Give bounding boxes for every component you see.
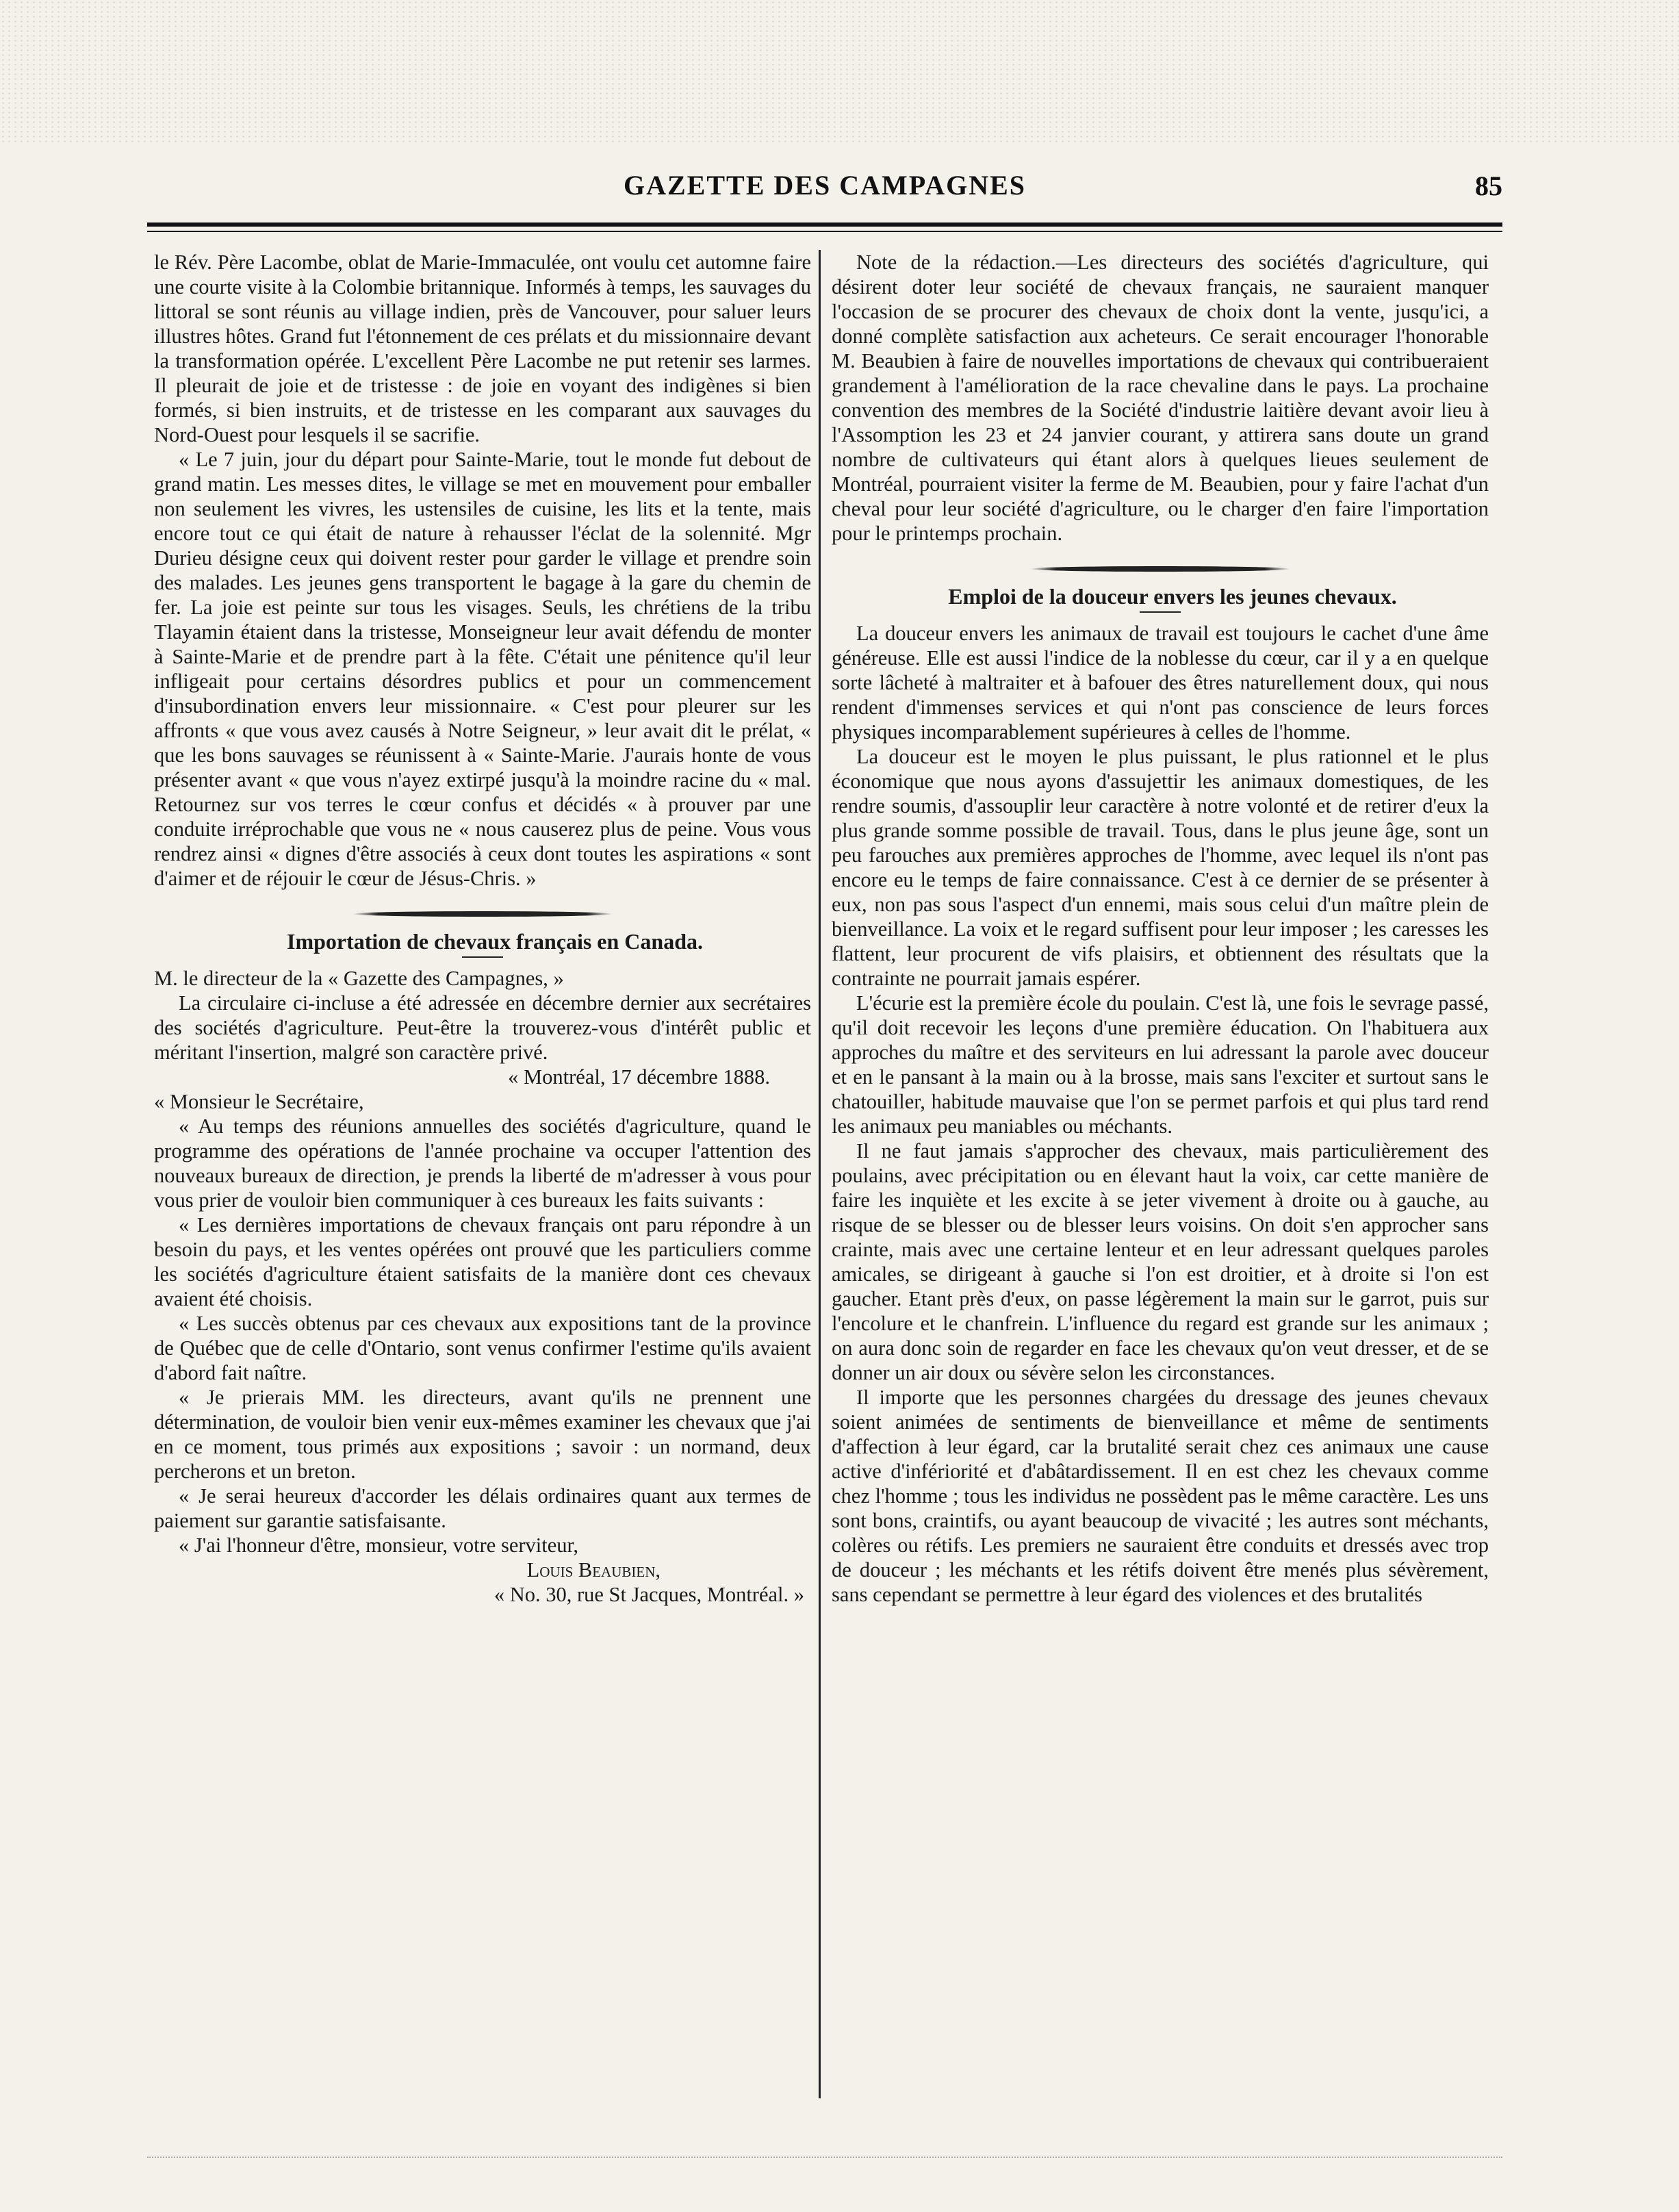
article-heading: Emploi de la douceur envers les jeunes chevaux.: [948, 584, 1397, 609]
page-header: [147, 164, 1502, 205]
paragraph: L'écurie est la première école du poulain. C'est là, une fois le sevrage passé, qu'il doit recevoir les leçons d'une première éducation. On l'habituera aux approches du maître et des serviteurs en lui adressant la parole avec douceur et en le pansant à la main ou à la brosse, mais sans l'exciter et surtout sans le chatouiller, habitude mauvaise que l'on se permet parfois et qui plus tard rend les animaux peu maniables ou méchants.: [832, 991, 1489, 1138]
header-rule: [147, 223, 1502, 232]
dateline: « Montréal, 17 décembre 1888.: [508, 1065, 770, 1089]
bottom-edge: [147, 2157, 1502, 2158]
paragraph: « Les succès obtenus par ces chevaux aux expositions tant de la province de Québec que de celle d'Ontario, sont venus confirmer l'estime qu'ils avaient d'abord fait naître.: [154, 1312, 811, 1384]
section-ornament: [1030, 566, 1290, 572]
article-heading: Importation de chevaux français en Canada.: [286, 929, 703, 954]
letter-greeting: « Monsieur le Secrétaire,: [154, 1090, 364, 1113]
column-divider: [819, 250, 821, 2098]
paragraph: « Je serai heureux d'accorder les délais ordinaires quant aux termes de paiement sur garantie satisfaisante.: [154, 1484, 811, 1532]
paragraph: « Le 7 juin, jour du départ pour Sainte-Marie, tout le monde fut debout de grand matin. Les messes dites, le village se met en mouvement pour emballer non seulement les vivres, les ustensiles de cuisine, les lits et la tente, mais encore tout ce qui était de nature à rehausser l'éclat de la solennité. Mgr Durieu désigne ceux qui doivent rester pour garder le village et prendre soin des malades. Les jeunes gens transportent le bagage à la gare du chemin de fer. La joie est peinte sur tous les visages. Seuls, les chrétiens de la tribu Tlayamin étaient dans la tristesse, Monseigneur leur avait défendu de monter à Sainte-Marie et de prendre part à la fête. C'était une pénitence qu'il leur infligeait pour certains désordres publics et pour un commencement d'insubordination envers leur missionnaire. « C'est pour pleurer sur les affronts « que vous avez causés à Notre Seigneur, » leur avait dit le prélat, « que les bons sauvages se réunissent à « Sainte-Marie. J'aurais honte de vous présenter avant « que vous n'ayez extirpé jusqu'à la moindre racine du « mal. Retournez sur vos terres le cœur confus et décidés « à prouver par une conduite irréprochable que vous ne « nous causerez plus de peine. Vous vous rendrez ainsi « dignes d'être associés à ceux dont toutes les aspirations « sont d'aimer et de réjouir le cœur de Jésus-Chris. »: [154, 448, 811, 890]
paragraph: « Les dernières importations de chevaux français ont paru répondre à un besoin du pays, et les ventes opérées ont prouvé que les particuliers comme les sociétés d'agriculture étaient satisfaits de la manière dont ces chevaux avaient été choisis.: [154, 1213, 811, 1310]
section-ornament: [353, 911, 613, 917]
editorial-note: Note de la rédaction.—Les directeurs des sociétés d'agriculture, qui désirent doter leur société de chevaux français, ne sauraient manquer l'occasion de se procurer des chevaux de choix dont la vente, jusqu'ici, a donné complète satisfaction aux acheteurs. Ce serait encourager l'honorable M. Beaubien à faire de nouvelles importations de chevaux qui contribueraient grandement à l'amélioration de la race chevaline dans le pays. La prochaine convention des membres de la Société d'industrie laitière devant avoir lieu à l'Assomption les 23 et 24 janvier courant, y attirera sans doute un grand nombre de cultivateurs qui étant alors à quelques lieues seulement de Montréal, pourraient visiter la ferme de M. Beaubien, pour y faire l'achat d'un cheval pour leur société d'agriculture, ou le charger d'en faire l'importation pour le printemps prochain.: [832, 251, 1489, 545]
paragraph: « Au temps des réunions annuelles des sociétés d'agriculture, quand le programme des opérations de l'année prochaine va occuper l'attention des nouveaux bureaux de direction, je prends la liberté de m'adresser à vous pour vous prier de vouloir bien communiquer à ces bureaux les faits suivants :: [154, 1115, 811, 1212]
paragraph: « Je prierais MM. les directeurs, avant qu'ils ne prennent une détermination, de vouloir bien venir eux-mêmes examiner les chevaux que j'ai en ce moment, tous primés aux expositions ; savoir : un normand, deux percherons et un breton.: [154, 1386, 811, 1483]
paragraph: La douceur est le moyen le plus puissant, le plus rationnel et le plus économique que nous ayons d'assujettir les animaux domestiques, de les rendre soumis, d'assouplir leur caractère à notre volonté et de retirer d'eux la plus grande somme possible de travail. Tous, dans le plus jeune âge, sont un peu farouches aux premières approches de l'homme, avec lequel ils n'ont pas encore eu le temps de faire connaissance. C'est à ce dernier de se présenter à eux, non pas sous l'aspect d'un ennemi, mais sous celui d'un maître plein de bienveillance. La voix et le regard suffisent pour leur imposer ; les caresses les flattent, leur procurent de vifs plaisirs, et obtiennent des résultats que la contrainte ne pourrait jamais espérer.: [832, 745, 1489, 990]
scan-noise: [0, 0, 1679, 144]
right-column: [832, 250, 1489, 1607]
paragraph: « J'ai l'honneur d'être, monsieur, votre serviteur,: [179, 1534, 579, 1557]
left-column: [154, 250, 811, 1607]
page-number: 85: [1475, 170, 1502, 201]
running-title: GAZETTE DES CAMPAGNES: [623, 169, 1026, 201]
heading-dash: [462, 956, 503, 958]
signature-address: « No. 30, rue St Jacques, Montréal. »: [494, 1583, 804, 1606]
salutation: M. le directeur de la « Gazette des Campagnes, »: [154, 967, 564, 990]
paragraph: Il ne faut jamais s'approcher des chevaux, mais particulièrement des poulains, avec précipitation ou en élevant haut la voix, car cette manière de faire les inquiète et les excite à se jeter vivement à droite ou à gauche, au risque de se blesser ou de blesser leurs voisins. On doit s'en approcher sans crainte, mais avec une certaine lenteur et en leur adressant quelques paroles amicales, se dirigeant à gauche si l'on est droitier, et à droite si l'on est gaucher. Etant près d'eux, on passe légèrement la main sur le garrot, puis sur l'encolure et le chanfrein. L'influence du regard est grande sur les animaux ; on aura donc soin de regarder en face les chevaux qu'on veut dresser, et de se donner un air doux ou sévère selon les circonstances.: [832, 1139, 1489, 1384]
signature: Louis Beaubien,: [526, 1558, 661, 1581]
paragraph: Il importe que les personnes chargées du dressage des jeunes chevaux soient animées de sentiments de bienveillance et même de sentiments d'affection à leur égard, car la brutalité serait chez ces animaux une cause active d'infériorité et d'abâtardissement. Il en est chez les chevaux comme chez l'homme ; tous les individus ne possèdent pas le même caractère. Les uns sont bons, craintifs, ou ayant beaucoup de vivacité ; les autres sont méchants, colères ou rétifs. Les premiers ne sauraient être conduits et dressés avec trop de douceur ; les méchants et les rétifs doivent être menés plus sévèrement, sans cependant se permettre à leur égard des violences et des brutalités: [832, 1386, 1489, 1606]
heading-dash: [1140, 611, 1181, 613]
paragraph: La circulaire ci-incluse a été adressée en décembre dernier aux secrétaires des sociétés d'agriculture. Peut-être la trouverez-vous d'intérêt public et méritant l'insertion, malgré son caractère privé.: [154, 991, 811, 1064]
paragraph: La douceur envers les animaux de travail est toujours le cachet d'une âme généreuse. Elle est aussi l'indice de la noblesse du cœur, car il y a en quelque sorte lâcheté à maltraiter et à bafouer des êtres naturellement doux, qui nous rendent d'immenses services et qui n'ont pas conscience de leurs forces physiques incomparablement supérieures à celles de l'homme.: [832, 622, 1489, 743]
paragraph: le Rév. Père Lacombe, oblat de Marie-Immaculée, ont voulu cet automne faire une courte visite à la Colombie britannique. Informés à temps, les sauvages du littoral se sont réunis au village indien, près de Vancouver, pour saluer leurs illustres hôtes. Grand fut l'étonnement de ces prélats et du missionnaire devant la transformation opérée. L'excellent Père Lacombe ne put retenir ses larmes. Il pleurait de joie et de tristesse : de joie en voyant des indigènes si bien formés, si bien instruits, et de tristesse en les comparant aux sauvages du Nord-Ouest pour lesquels il se sacrifie.: [154, 251, 811, 446]
